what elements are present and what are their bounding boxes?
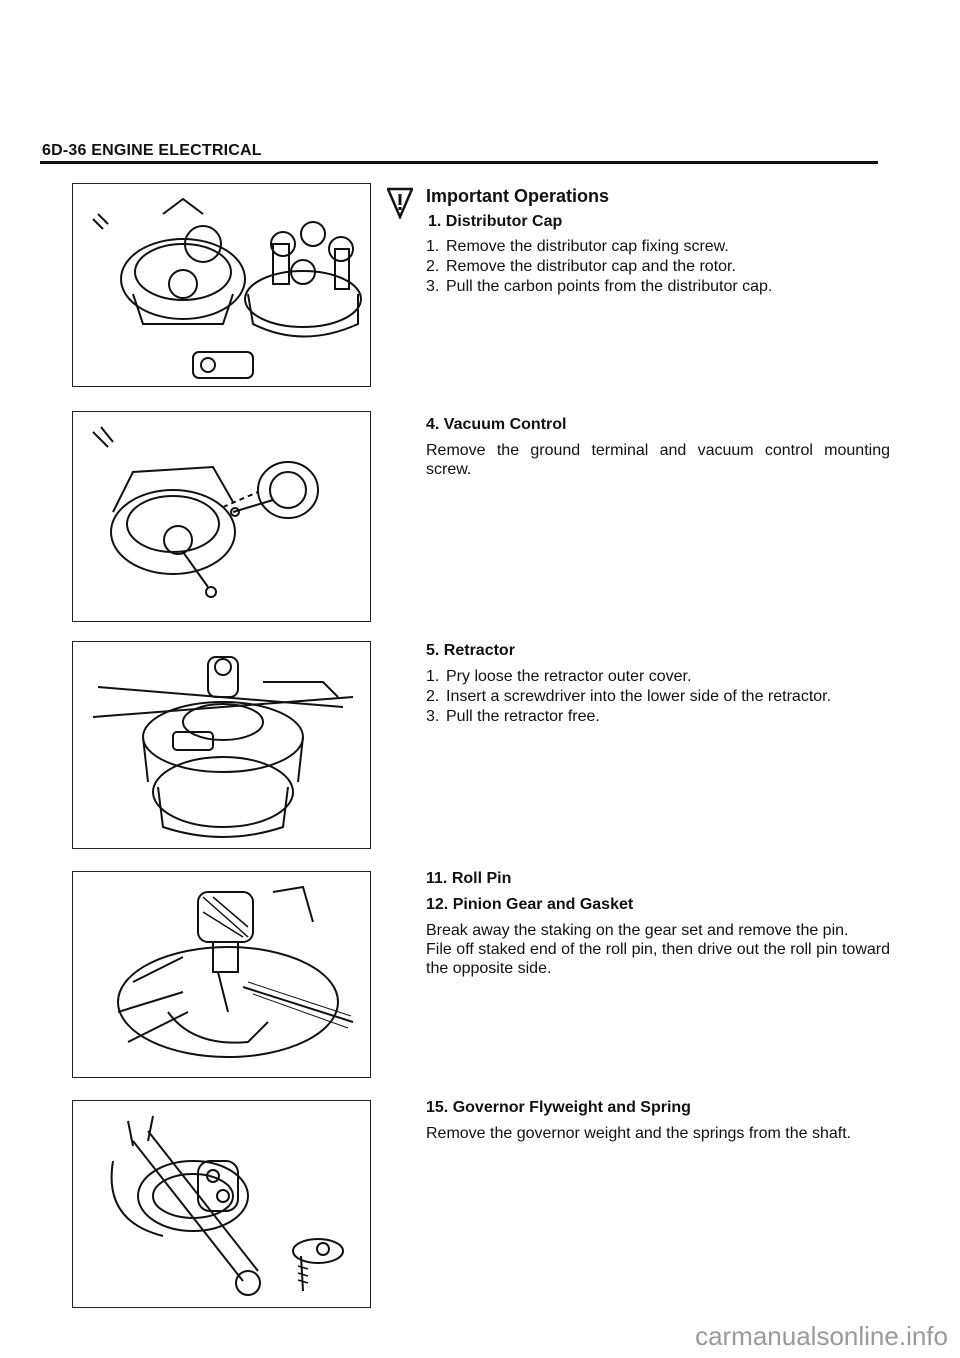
section-heading-text: Roll Pin: [451, 870, 512, 887]
step-text: Remove the distributor cap and the rotor.: [446, 258, 736, 275]
section-title: Important Operations: [426, 186, 610, 206]
section-heading: [426, 869, 890, 888]
section-roll-pin: [426, 869, 890, 978]
step-list: [426, 237, 890, 296]
paragraph: Break away the staking on the gear set and remove the pin.: [426, 922, 849, 939]
vacuum-control-illustration: [73, 412, 370, 621]
section-vacuum-control: [426, 415, 890, 479]
section-governor-flyweight: [426, 1098, 890, 1143]
step-number: 1.: [426, 668, 440, 685]
paragraph: Remove the ground terminal and vacuum control mounting screw.: [426, 442, 890, 478]
header-rule: [40, 161, 878, 164]
step-text: Remove the distributor cap fixing screw.: [446, 238, 729, 255]
page-header: 6D-36 ENGINE ELECTRICAL: [42, 142, 262, 159]
paragraph: Remove the governor weight and the springs from the shaft.: [426, 1125, 852, 1142]
important-operations-block: [426, 187, 890, 206]
step-list: [426, 667, 890, 726]
watermark: carmanualsonline.info: [695, 1321, 948, 1351]
figure-vacuum-control: [72, 411, 371, 622]
section-number: 11.: [426, 870, 448, 887]
section-number: 12.: [426, 896, 449, 913]
section-heading-text: Vacuum Control: [443, 416, 567, 433]
section-heading: [428, 212, 890, 231]
step-text: Pull the retractor free.: [446, 708, 600, 725]
list-item: [426, 687, 890, 706]
figure-governor-flyweight: [72, 1100, 371, 1308]
list-item: [426, 277, 890, 296]
section-heading-text: Retractor: [443, 642, 515, 659]
section-number: 1.: [428, 213, 442, 230]
list-item: [426, 667, 890, 686]
paragraph: File off staked end of the roll pin, then drive out the roll pin toward the opposite side.: [426, 941, 890, 977]
section-heading-text: Distributor Cap: [445, 213, 563, 230]
section-retractor: [426, 641, 890, 727]
section-heading: [426, 1098, 890, 1117]
step-text: Pry loose the retractor outer cover.: [446, 668, 692, 685]
section-heading-text: Governor Flyweight and Spring: [452, 1099, 691, 1116]
step-number: 2.: [426, 258, 440, 275]
section-heading-text: Pinion Gear and Gasket: [452, 896, 634, 913]
figure-distributor-cap: [72, 183, 371, 387]
list-item: [426, 237, 890, 256]
step-text: Pull the carbon points from the distributor cap.: [446, 278, 773, 295]
step-number: 3.: [426, 708, 440, 725]
list-item: [426, 257, 890, 276]
figure-roll-pin: [72, 871, 371, 1078]
section-number: 4.: [426, 416, 440, 433]
warning-triangle-icon: [387, 187, 413, 219]
list-item: [426, 707, 890, 726]
step-text: Insert a screwdriver into the lower side of the retractor.: [446, 688, 832, 705]
section-heading: [426, 641, 890, 660]
section-number: 5.: [426, 642, 440, 659]
section-number: 15.: [426, 1099, 449, 1116]
retractor-illustration: [73, 642, 370, 848]
step-number: 1.: [426, 238, 440, 255]
distributor-cap-rotor-illustration: [73, 184, 370, 386]
step-number: 2.: [426, 688, 440, 705]
figure-retractor: [72, 641, 371, 849]
section-heading-secondary: [426, 895, 890, 914]
roll-pin-drill-illustration: [73, 872, 370, 1077]
step-number: 3.: [426, 278, 440, 295]
section-distributor-cap: [426, 212, 890, 297]
governor-flyweight-illustration: [73, 1101, 370, 1307]
section-heading: [426, 415, 890, 434]
